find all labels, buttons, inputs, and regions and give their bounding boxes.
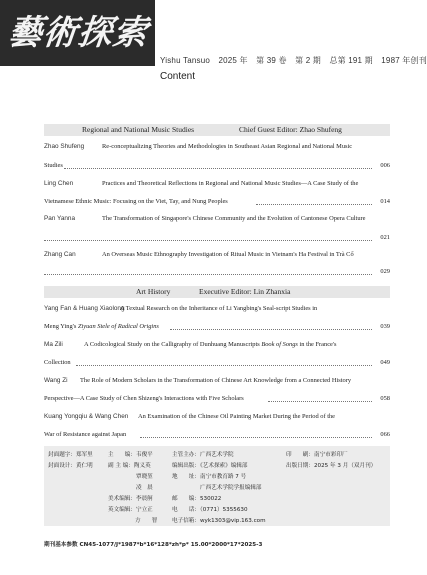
deputy-editor: 副 主 编：陶义英 xyxy=(108,463,151,469)
leader-dots xyxy=(256,198,372,205)
entry-author: Zhao Shufeng xyxy=(44,143,85,150)
leader-dots xyxy=(76,359,372,366)
entry-title-post: in the France's xyxy=(297,341,337,348)
leader-dots xyxy=(64,162,372,169)
art-editor: 美术编辑：李晨舸 xyxy=(108,496,153,502)
entry-title-italic: Ziyuan Stele of Radical Origins xyxy=(77,323,159,330)
colophon-box xyxy=(44,446,390,526)
cover-calligraphy: 封面题字：郑军里 xyxy=(48,452,93,458)
entry-title: A Textual Research on the Inheritance of Li Yangbing's Seal-script Studies in xyxy=(120,305,318,312)
entry-title-cont: Collection xyxy=(44,359,71,366)
entry-page: 049 xyxy=(380,359,390,366)
entry-title: An Overseas Music Ethnography Investigation of Ritual Music in Vietnam's Ha Festival in Trà Cổ xyxy=(102,251,354,258)
deputy-editor-2: 覃晓堃 xyxy=(108,474,153,480)
english-editor-2: 方 智 xyxy=(135,518,158,524)
logo-text: 藝術探索 xyxy=(5,13,151,53)
section-editor: Executive Editor: Lin Zhanxia xyxy=(199,287,291,296)
entry-title: A Codicological Study on the Calligraphy of Dunhuang Manuscripts xyxy=(84,341,262,348)
section-editor: Chief Guest Editor: Zhao Shufeng xyxy=(239,125,342,134)
address: 地 址：南宁市教育路 7 号 xyxy=(172,474,247,480)
section-name: Art History xyxy=(136,287,171,296)
postcode: 邮 编：530022 xyxy=(172,496,222,502)
entry-title-cont: Meng Ying's xyxy=(44,323,78,330)
printer: 印 刷：南宁市彩印厂 xyxy=(286,452,348,458)
leader-dots xyxy=(44,268,372,275)
journal-roman-name: Yishu Tansuo xyxy=(160,56,210,65)
entry-page: 006 xyxy=(380,162,390,169)
journal-founded: 1987 年创刊 xyxy=(381,56,427,65)
entry-author: Wang Zi xyxy=(44,377,68,384)
section-header-art-history xyxy=(44,286,390,298)
entry-title: The Transformation of Singapore's Chinese Community and the Evolution of Cantonese Opera Culture xyxy=(102,215,366,222)
entry-page: 058 xyxy=(380,395,390,402)
entry-title: Re-conceptualizing Theories and Methodologies in Southeast Asian Regional and National Music xyxy=(102,143,353,150)
entry-page: 021 xyxy=(380,234,390,241)
entry-page: 014 xyxy=(380,198,390,205)
entry-author: Ling Chen xyxy=(44,180,74,187)
section-name: Regional and National Music Studies xyxy=(82,125,195,134)
email[interactable]: 电子信箱：wyk1303@vip.163.com xyxy=(172,518,266,524)
entry-author: Zhang Can xyxy=(44,251,76,258)
entry-title-cont: Studies xyxy=(44,162,63,169)
entry-author: Kuang Yongqiu & Wang Chen xyxy=(44,413,129,420)
cover-design: 封面设计：黄仁明 xyxy=(48,463,93,469)
journal-logo xyxy=(0,0,155,66)
entry-title: Practices and Theoretical Reflections in Regional and National Music Studies—A Case Study of the xyxy=(102,180,359,187)
entry-title-cont: Perspective—A Case Study of Chen Shizeng's Interactions with Five Scholars xyxy=(44,395,244,402)
entry-title: An Examination of the Chinese Oil Painting Market During the Period of the xyxy=(138,413,336,420)
section-header-regional-music xyxy=(44,124,390,136)
address-2: 广西艺术学院学报编辑部 xyxy=(172,485,262,491)
english-editor: 英文编辑：宁立正 xyxy=(108,507,153,513)
leader-dots xyxy=(268,395,372,402)
sponsor: 主管主办：广西艺术学院 xyxy=(172,452,234,458)
entry-author: Yang Fan & Huang Xiaolong xyxy=(44,305,125,312)
entry-title-cont: Vietnamese Ethnic Music: Focusing on the Viet, Tay, and Nung Peoples xyxy=(44,198,228,205)
journal-total-issue: 总第 191 期 xyxy=(329,56,373,65)
telephone: 电 话：（0771）5355630 xyxy=(172,507,248,513)
entry-page: 039 xyxy=(380,323,390,330)
journal-volume: 第 39 卷 xyxy=(256,56,287,65)
leader-dots xyxy=(170,323,372,330)
entry-author: Ma Zili xyxy=(44,341,63,348)
journal-year: 2025 年 xyxy=(218,56,248,65)
entry-title: The Role of Modern Scholars in the Transformation of Chinese Art Knowledge from a Connected History xyxy=(80,377,352,384)
entry-title-cont: War of Resistance against Japan xyxy=(44,431,127,438)
entry-page: 029 xyxy=(380,268,390,275)
publication-date: 出版日期：2025 年 3 月（双月刊） xyxy=(286,463,377,469)
journal-info-line xyxy=(160,55,427,66)
content-heading: Content xyxy=(160,71,196,82)
deputy-editor-3: 凌 晨 xyxy=(108,485,153,491)
journal-issue: 第 2 期 xyxy=(295,56,321,65)
leader-dots xyxy=(44,234,372,241)
entry-title-italic: Book of Songs xyxy=(261,341,298,348)
publisher: 编辑出版：《艺术探索》编辑部 xyxy=(172,463,248,469)
entry-author: Pan Yanna xyxy=(44,215,76,222)
journal-parameters: 期刊基本参数 CN45-1077/J*1987*b*16*128*zh*p* 15.00*2000*17*2025-3 xyxy=(44,542,263,548)
leader-dots xyxy=(140,431,372,438)
entry-page: 066 xyxy=(380,431,390,438)
chief-editor: 主 编：韦俊平 xyxy=(108,452,153,458)
